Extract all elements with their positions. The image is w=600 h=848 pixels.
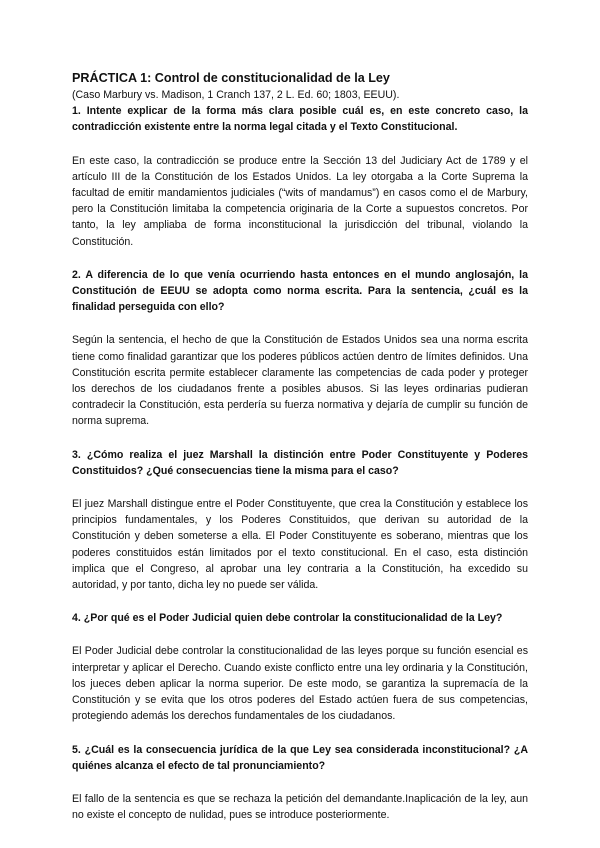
answer-4: El Poder Judicial debe controlar la constitucionalidad de las leyes porque su función esencial es interpretar y aplicar el Derecho. Cuando existe conflicto entre una ley ordinaria y la Constitución, los jueces deben aplicar la norma superior. De este modo, se garantiza la supremacía de la Constitución y se evita que los otros poderes del Estado actúen fuera de sus competencias, protegiendo además los derechos fundamentales de los ciudadanos. — [72, 645, 528, 723]
question-4: 4. ¿Por qué es el Poder Judicial quien debe controlar la constitucionalidad de la Ley? — [72, 612, 503, 625]
title-rest: : Control de constitucionalidad de la Ley — [147, 71, 390, 85]
title-bold: PRÁCTICA 1 — [72, 71, 148, 85]
answer-2: Según la sentencia, el hecho de que la Constitución de Estados Unidos sea una norma escrita tiene como finalidad garantizar que los poderes públicos actúen dentro de límites definidos. Una Constitución escrita permite establecer claramente las competencias de cada poder y proteger los derechos de los ciudadanos frente a posibles abusos. Si las leyes ordinarias pudieran contradecir la Constitución, esta perdería su fuerza normativa y dejaría de cumplir su función de norma suprema. — [72, 334, 528, 428]
document-title — [72, 70, 528, 87]
question-1: 1. Intente explicar de la forma más clara posible cuál es, en este concreto caso, la contradicción existente entre la norma legal citada y el Texto Constitucional. — [72, 105, 528, 134]
question-3: 3. ¿Cómo realiza el juez Marshall la distinción entre Poder Constituyente y Poderes Constituidos? ¿Qué consecuencias tiene la misma para el caso? — [72, 448, 528, 477]
question-5: 5. ¿Cuál es la consecuencia jurídica de la que Ley sea considerada inconstitucional? ¿A quiénes alcanza el efecto de tal pronunciamiento? — [72, 743, 528, 772]
document-page — [72, 70, 528, 823]
answer-1: En este caso, la contradicción se produce entre la Sección 13 del Judiciary Act de 1789 y el artículo III de la Constitución de los Estados Unidos. La ley otorgaba a la Corte Suprema la facultad de emitir mandamientos judiciales (“wits of mandamus”) en casos como el de Marbury, pero la Constitución limitaba la competencia originaria de la Corte a supuestos concretos. Por tanto, la ley ampliaba de forma inconstitucional la jurisdicción del tribunal, violando la Constitución. — [72, 154, 528, 248]
answer-3: El juez Marshall distingue entre el Poder Constituyente, que crea la Constitución y establece los principios fundamentales, y los Poderes Constituidos, que derivan su autoridad de la Constitución y deben someterse a ella. El Poder Constituyente es soberano, mientras que los poderes constituidos están limitados por el texto constitucional. En el caso, esta distinción implica que el Congreso, al aprobar una ley contraria a la Constitución, ha excedido su autoridad, y por tanto, dicha ley no puede ser válida. — [72, 498, 528, 592]
question-2: 2. A diferencia de lo que venía ocurriendo hasta entonces en el mundo anglosajón, la Constitución de EEUU se adopta como norma escrita. Para la sentencia, ¿cuál es la finalidad perseguida con ello? — [72, 268, 528, 314]
case-citation: (Caso Marbury vs. Madison, 1 Cranch 137, 2 L. Ed. 60; 1803, EEUU). — [72, 89, 400, 101]
answer-5: El fallo de la sentencia es que se rechaza la petición del demandante.Inaplicación de la ley, aun no existe el concepto de nulidad, pues se introduce posteriormente. — [72, 792, 528, 822]
